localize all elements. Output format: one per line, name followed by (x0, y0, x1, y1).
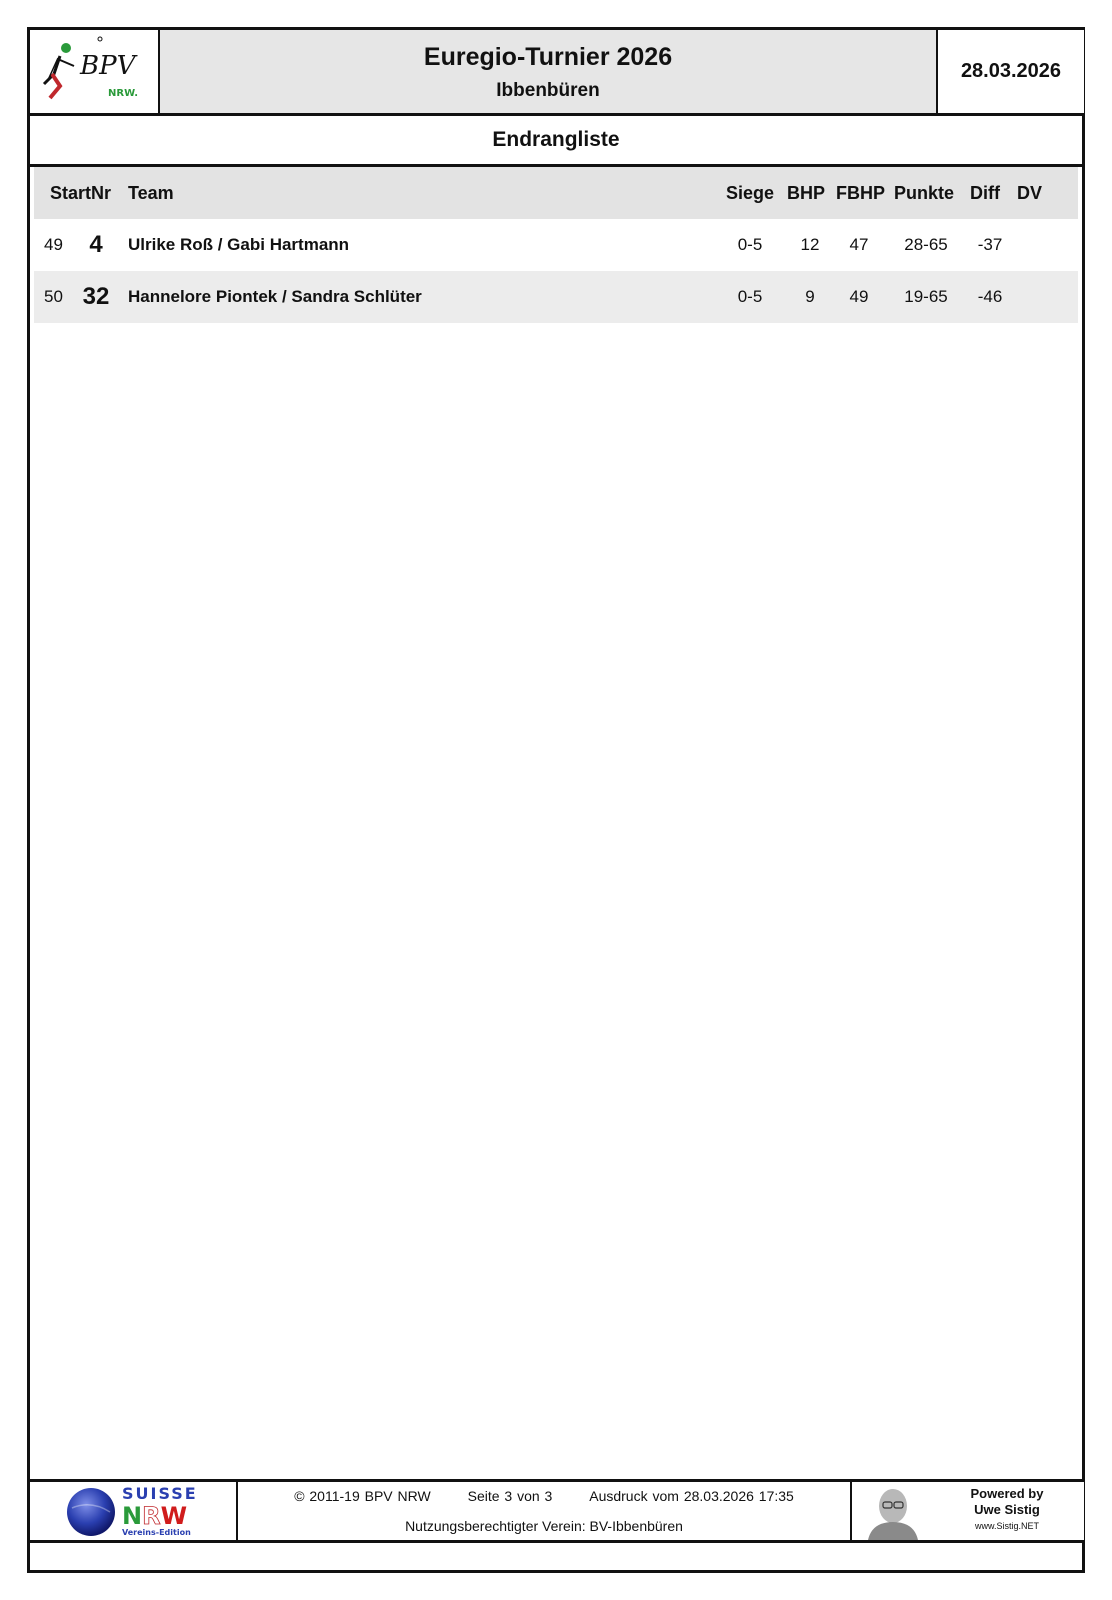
row-diff: -46 (977, 287, 1003, 306)
footer-copyright: © 2011-19 BPV NRW (294, 1488, 431, 1504)
row-diff: -37 (977, 235, 1003, 254)
table-row (34, 271, 1078, 323)
row-rank: 50 (44, 287, 63, 306)
bpv-logo (30, 30, 160, 113)
row-fbhp: 47 (849, 235, 869, 254)
section-title: Endrangliste (30, 116, 1082, 167)
col-punkte: Punkte (894, 183, 955, 203)
page-title: Euregio-Turnier 2026 (423, 43, 673, 71)
header (30, 30, 1082, 116)
suisse-nrw-logo (30, 1482, 238, 1543)
col-startnr: StartNr (50, 183, 112, 203)
row-bhp: 12 (800, 235, 820, 254)
row-punkte: 19-65 (904, 287, 948, 306)
powered-block (850, 1482, 1084, 1543)
footer-logo-bottom: Vereins-Edition (122, 1528, 191, 1537)
page-frame (27, 27, 1085, 1573)
footer-info (238, 1482, 850, 1543)
row-rank: 49 (44, 235, 63, 254)
logo-text: BPV (80, 51, 136, 81)
row-bhp: 9 (805, 287, 815, 306)
powered-text (932, 1486, 1082, 1534)
row-startnr: 32 (82, 283, 110, 310)
page-subtitle: Ibbenbüren (496, 80, 600, 101)
col-bhp: BHP (787, 183, 826, 203)
footer-page: Seite 3 von 3 (467, 1488, 553, 1504)
table-header (34, 167, 1078, 219)
powered-by-label: Powered by (970, 1486, 1044, 1501)
row-dv (1016, 271, 1046, 323)
author-url: www.Sistig.NET (974, 1521, 1039, 1531)
footer-logo-mid: NRW (122, 1502, 188, 1530)
footer-logo-top: SUISSE (122, 1484, 198, 1503)
row-team: Ulrike Roß / Gabi Hartmann (128, 235, 350, 254)
row-siege: 0-5 (737, 287, 763, 306)
title-block (160, 30, 936, 113)
header-date: 28.03.2026 (936, 30, 1084, 113)
ball-icon (67, 1488, 115, 1536)
table-row (34, 219, 1078, 271)
footer-printed: Ausdruck vom 28.03.2026 17:35 (589, 1488, 794, 1504)
footer-licensed: Nutzungsberechtigter Verein: BV-Ibbenbüren (405, 1518, 683, 1534)
logo-sub: NRW. (108, 88, 139, 99)
footer (30, 1479, 1082, 1573)
col-fbhp: FBHP (836, 183, 885, 203)
row-startnr: 4 (89, 231, 103, 258)
col-diff: Diff (970, 183, 1000, 203)
col-team: Team (128, 183, 174, 203)
row-team: Hannelore Piontek / Sandra Schlüter (128, 287, 422, 306)
row-fbhp: 49 (849, 287, 869, 306)
col-siege: Siege (726, 183, 775, 203)
row-siege: 0-5 (737, 235, 763, 254)
author-name: Uwe Sistig (974, 1502, 1040, 1517)
col-dv: DV (1017, 183, 1043, 203)
row-dv (1016, 219, 1046, 271)
author-photo (858, 1482, 928, 1540)
row-punkte: 28-65 (904, 235, 948, 254)
